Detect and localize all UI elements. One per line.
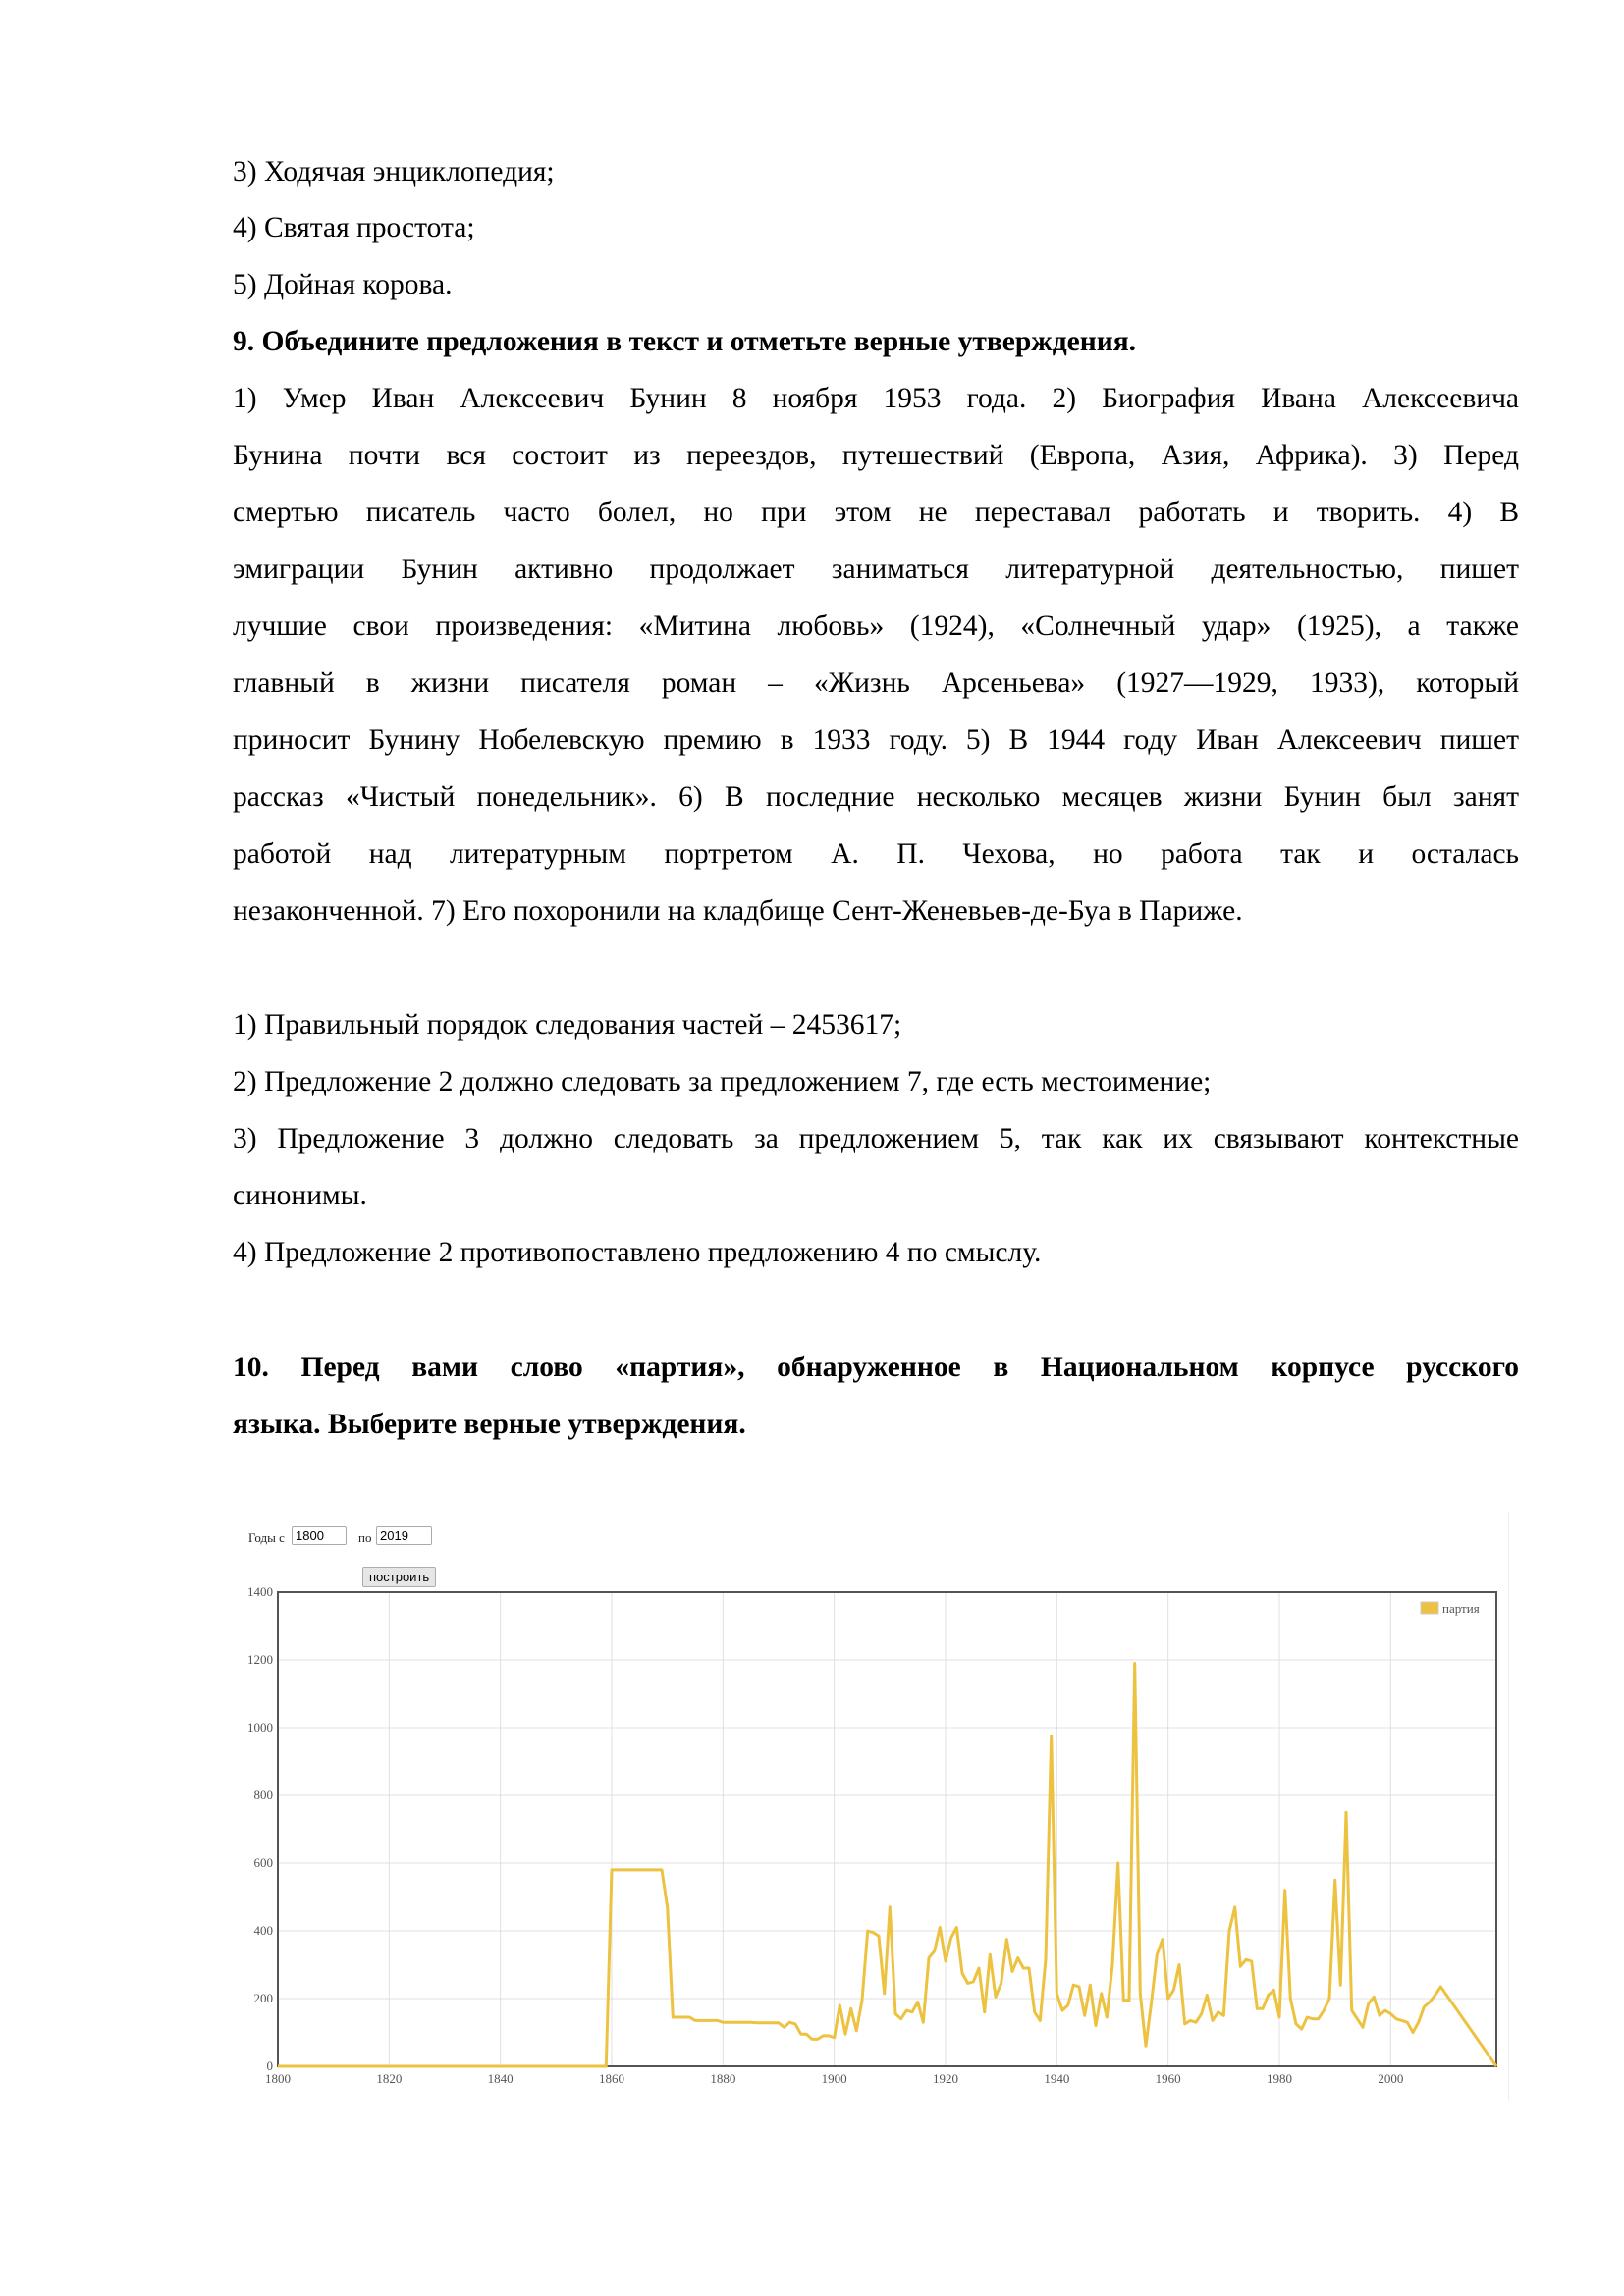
task9-paragraph-line: лучшие свои произведения: «Митина любовь» (1924), «Солнечный удар» (1925), а также	[233, 611, 1519, 642]
task9-option: 2) Предложение 2 должно следовать за предложением 7, где есть местоимение;	[233, 1066, 1212, 1097]
task9-paragraph-line: незаконченной. 7) Его похоронили на кладбище Сент-Женевьев-де-Буа в Париже.	[233, 895, 1243, 927]
x-tick-label: 1980	[1267, 2071, 1292, 2086]
list-item: 3) Ходячая энциклопедия;	[233, 156, 555, 187]
series-line-partiya	[278, 1664, 1496, 2067]
widget-frame-edge	[1508, 1512, 1509, 2101]
y-tick-label: 1400	[247, 1584, 273, 1599]
x-tick-label: 1940	[1044, 2071, 1070, 2086]
task9-heading: 9. Объедините предложения в текст и отметьте верные утверждения.	[233, 326, 1137, 357]
y-tick-label: 600	[253, 1855, 273, 1870]
legend-swatch-icon	[1421, 1602, 1438, 1614]
task9-option: 3) Предложение 3 должно следовать за предложением 5, так как их связывают контекстные	[233, 1123, 1519, 1154]
x-tick-label: 2000	[1378, 2071, 1404, 2086]
y-tick-label: 1000	[247, 1720, 273, 1735]
task9-paragraph-line: эмиграции Бунин активно продолжает заниматься литературной деятельностью, пишет	[233, 554, 1519, 585]
task9-option: 1) Правильный порядок следования частей – 2453617;	[233, 1009, 902, 1041]
task9-option-continuation: синонимы.	[233, 1180, 367, 1211]
task9-paragraph-line: приносит Бунину Нобелевскую премию в 1933 году. 5) В 1944 году Иван Алексеевич пишет	[233, 724, 1519, 756]
x-tick-label: 1800	[265, 2071, 291, 2086]
task9-option: 4) Предложение 2 противопоставлено предложению 4 по смыслу.	[233, 1237, 1042, 1268]
x-tick-label: 1920	[933, 2071, 958, 2086]
x-tick-label: 1960	[1155, 2071, 1181, 2086]
task10-heading: 10. Перед вами слово «партия», обнаруженное в Национальном корпусе русского	[233, 1352, 1519, 1383]
task9-paragraph-line: рассказ «Чистый понедельник». 6) В последние несколько месяцев жизни Бунин был занят	[233, 781, 1519, 813]
chart-axis-labels	[247, 1584, 1403, 2086]
build-button[interactable]: построить	[362, 1567, 436, 1587]
y-tick-label: 1200	[247, 1652, 273, 1667]
task9-paragraph-line: работой над литературным портретом А. П. Чехова, но работа так и осталась	[233, 838, 1519, 870]
y-tick-label: 400	[253, 1923, 273, 1938]
x-tick-label: 1840	[487, 2071, 514, 2086]
task9-paragraph-line: смертью писатель часто болел, но при этом не переставал работать и творить. 4) В	[233, 497, 1519, 528]
chart-legend	[1421, 1601, 1480, 1616]
legend-label: партия	[1442, 1601, 1480, 1616]
list-item: 4) Святая простота;	[233, 212, 475, 243]
x-tick-label: 1900	[821, 2071, 847, 2086]
chart-grid	[278, 1592, 1496, 2066]
y-tick-label: 800	[253, 1788, 273, 1802]
task9-paragraph-line: Бунина почти вся состоит из переездов, путешествий (Европа, Азия, Африка). 3) Перед	[233, 440, 1519, 471]
task9-paragraph-line: главный в жизни писателя роман – «Жизнь Арсеньева» (1927—1929, 1933), который	[233, 667, 1519, 699]
task9-paragraph-line: 1) Умер Иван Алексеевич Бунин 8 ноября 1953 года. 2) Биография Ивана Алексеевича	[233, 383, 1519, 414]
x-tick-label: 1820	[376, 2071, 403, 2086]
x-tick-label: 1860	[599, 2071, 624, 2086]
y-tick-label: 0	[266, 2058, 273, 2073]
years-to-label: по	[358, 1530, 372, 1545]
plot-border	[278, 1592, 1496, 2066]
years-from-input[interactable]: 1800	[292, 1526, 347, 1545]
years-from-label: Годы с	[248, 1530, 285, 1545]
years-to-input[interactable]: 2019	[376, 1526, 432, 1545]
x-tick-label: 1880	[710, 2071, 736, 2086]
list-item: 5) Дойная корова.	[233, 269, 453, 300]
y-tick-label: 200	[253, 1991, 273, 2005]
task10-heading: языка. Выберите верные утверждения.	[233, 1409, 746, 1440]
